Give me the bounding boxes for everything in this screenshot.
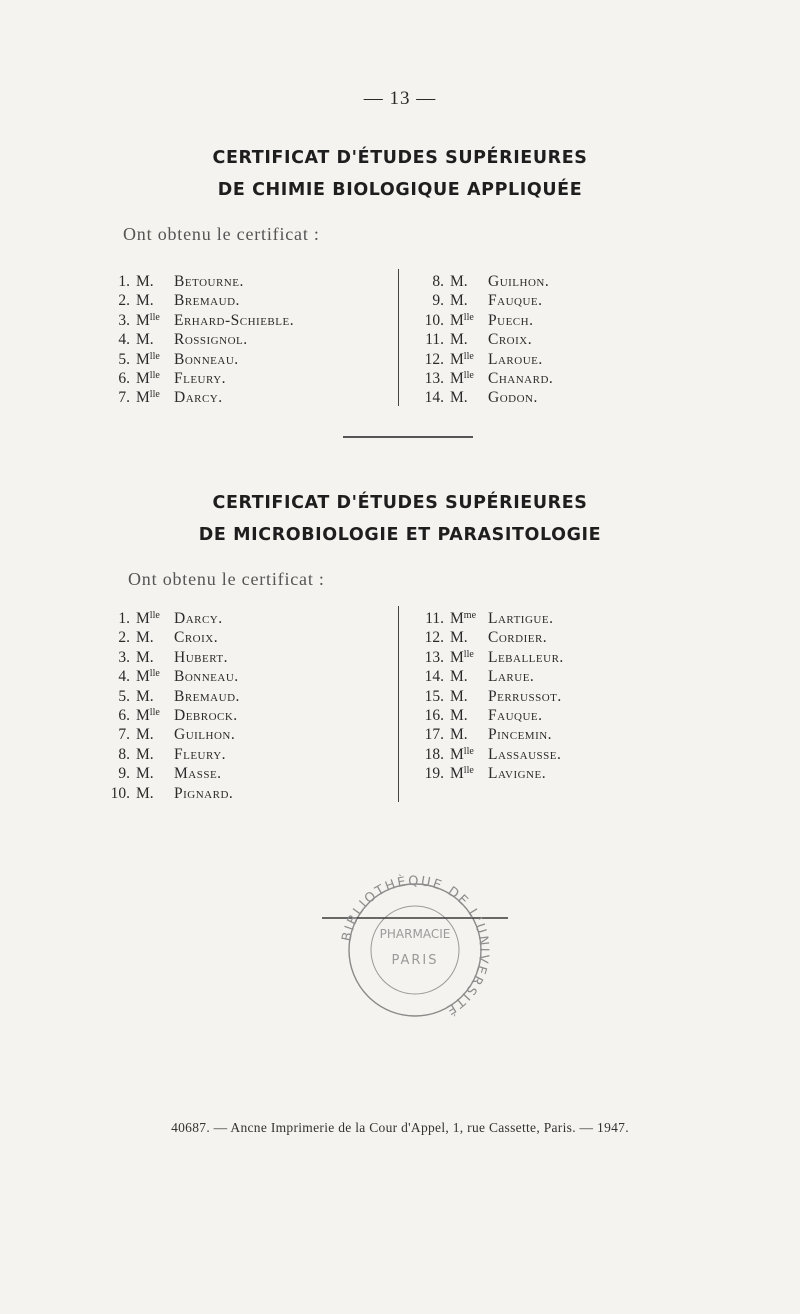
- recipient-entry: [108, 722, 240, 744]
- entry-name: Croix.: [488, 331, 533, 349]
- section-heading-line2: DE MICROBIOLOGIE ET PARASITOLOGIE: [198, 525, 602, 545]
- entry-title: M.: [136, 765, 154, 783]
- entry-title: M.: [136, 726, 154, 744]
- recipient-entry: [414, 625, 564, 647]
- entry-name: Masse.: [174, 765, 222, 783]
- recipient-entry: [108, 625, 240, 647]
- recipient-entry: [414, 742, 564, 761]
- column-divider: [398, 606, 399, 802]
- entry-number: 11.: [425, 331, 444, 349]
- recipient-entry: [108, 269, 294, 288]
- recipient-entry: [414, 606, 564, 625]
- entry-title: $M^{lle}$: [450, 350, 474, 368]
- entry-title: $M^{lle}$: [450, 765, 474, 783]
- entry-number: 10.: [424, 311, 444, 329]
- entry-name: Darcy.: [174, 610, 223, 627]
- recipient-entry: [414, 269, 553, 288]
- recipients-column-right: [414, 606, 564, 781]
- recipient-entry: [108, 385, 294, 407]
- recipient-entry: [414, 761, 564, 783]
- entry-title: M.: [136, 273, 154, 290]
- entry-number: 12.: [424, 629, 444, 647]
- entry-title: $M^{lle}$: [136, 668, 160, 686]
- entry-title: $M^{lle}$: [136, 389, 160, 407]
- entry-title: M.: [450, 668, 468, 686]
- recipient-entry: [108, 703, 240, 722]
- recipient-entry: [108, 347, 294, 366]
- entry-title: M.: [450, 706, 468, 724]
- entry-name: Pincemin.: [488, 726, 553, 744]
- stamp-ring-text: BIBLIOTHÈQUE DE L'UNIVERSITÉ: [339, 873, 492, 1018]
- entry-name: Cordier.: [488, 629, 548, 647]
- entry-title: $M^{lle}$: [136, 311, 160, 329]
- recipient-entry: [108, 781, 240, 800]
- stamp-line2: PARIS: [391, 953, 439, 968]
- certificate-section-microbiologie: [0, 487, 800, 590]
- entry-title: M.: [450, 273, 468, 290]
- entry-number: 2.: [118, 629, 130, 647]
- entry-name: Croix.: [174, 629, 219, 647]
- entry-name: Lartigue.: [488, 610, 554, 627]
- entry-title: $M^{lle}$: [450, 745, 474, 763]
- recipients-column-left: [108, 269, 294, 405]
- entry-name: Pignard.: [174, 784, 234, 802]
- entry-name: Guilhon.: [488, 273, 550, 290]
- entry-number: 6.: [118, 706, 130, 724]
- entry-title: $M^{lle}$: [136, 610, 160, 627]
- entry-number: 14.: [424, 668, 444, 686]
- entry-title: $M^{lle}$: [450, 369, 474, 387]
- entry-title: M.: [136, 292, 154, 310]
- entry-name: Fauque.: [488, 706, 543, 724]
- entry-name: Bremaud.: [174, 687, 240, 705]
- page-number: — 13 —: [363, 88, 437, 109]
- entry-number: 8.: [118, 745, 130, 763]
- entry-number: 10.: [110, 784, 130, 802]
- recipient-entry: [414, 347, 553, 366]
- entry-title: $M^{lle}$: [136, 706, 160, 724]
- entry-title: M.: [136, 784, 154, 802]
- entry-name: Hubert.: [174, 648, 228, 666]
- entry-number: 19.: [424, 765, 444, 783]
- entry-name: Chanard.: [488, 369, 554, 387]
- entry-title: M.: [450, 389, 468, 407]
- section-heading-line1: CERTIFICAT D'ÉTUDES SUPÉRIEURES: [212, 493, 588, 513]
- entry-title: M.: [136, 745, 154, 763]
- certificate-section-chimie: [0, 142, 800, 245]
- entry-title: M.: [450, 629, 468, 647]
- entry-number: 3.: [118, 648, 130, 666]
- stamp-seal-icon: [322, 868, 508, 1018]
- entry-name: Leballeur.: [488, 648, 564, 666]
- recipient-entry: [414, 366, 553, 385]
- recipients-column-right: [414, 269, 553, 405]
- entry-number: 18.: [424, 745, 444, 763]
- recipient-entry: [108, 288, 294, 310]
- entry-number: 12.: [424, 350, 444, 368]
- printer-footer: 40687. — Ancne Imprimerie de la Cour d'Appel, 1, rue Cassette, Paris. — 1947.: [171, 1120, 629, 1135]
- entry-title: $M^{lle}$: [136, 350, 160, 368]
- entry-number: 5.: [118, 350, 130, 368]
- entry-title: M.: [136, 687, 154, 705]
- recipient-entry: [108, 664, 240, 686]
- entry-number: 4.: [118, 331, 130, 349]
- section-heading-line2: DE CHIMIE BIOLOGIQUE APPLIQUÉE: [217, 180, 583, 200]
- entry-number: 9.: [118, 765, 130, 783]
- entry-number: 6.: [118, 369, 130, 387]
- entry-number: 17.: [424, 726, 444, 744]
- entry-name: Puech.: [488, 311, 534, 329]
- section-separator: [343, 436, 473, 438]
- entry-number: 5.: [118, 687, 130, 705]
- entry-name: Erhard-Schieble.: [174, 311, 295, 329]
- entry-number: 16.: [424, 706, 444, 724]
- recipient-entry: [414, 385, 553, 407]
- entry-title: $M^{me}$: [450, 610, 477, 627]
- entry-name: Perrussot.: [488, 687, 562, 705]
- recipient-entry: [108, 308, 294, 327]
- entry-number: 15.: [424, 687, 444, 705]
- entry-title: M.: [136, 648, 154, 666]
- column-divider: [398, 269, 399, 406]
- entry-name: Lavigne.: [488, 765, 547, 783]
- recipient-entry: [414, 664, 564, 686]
- svg-text:BIBLIOTHÈQUE DE L'UNIVERSITÉ: [340, 873, 492, 1018]
- entry-title: M.: [450, 292, 468, 310]
- recipient-entry: [414, 684, 564, 703]
- entry-number: 1.: [118, 273, 130, 290]
- entry-title: $M^{lle}$: [450, 648, 474, 666]
- entry-name: Fleury.: [174, 369, 227, 387]
- entry-title: M.: [450, 726, 468, 744]
- entry-name: Bonneau.: [174, 668, 239, 686]
- recipient-entry: [414, 722, 564, 744]
- recipient-entry: [414, 703, 564, 722]
- entry-number: 9.: [432, 292, 444, 310]
- entry-name: Lassausse.: [488, 745, 562, 763]
- entry-number: 1.: [118, 610, 130, 627]
- recipients-column-left: [108, 606, 240, 800]
- entry-title: M.: [450, 331, 468, 349]
- entry-number: 7.: [118, 389, 130, 407]
- entry-number: 13.: [424, 369, 444, 387]
- entry-name: Betourne.: [174, 273, 244, 290]
- recipient-entry: [414, 288, 553, 310]
- entry-number: 13.: [424, 648, 444, 666]
- entry-name: Bremaud.: [174, 292, 240, 310]
- entry-number: 11.: [425, 610, 444, 627]
- entry-title: $M^{lle}$: [450, 311, 474, 329]
- stamp-line1: PHARMACIE: [379, 927, 451, 941]
- recipient-entry: [108, 684, 240, 703]
- recipient-entry: [414, 327, 553, 349]
- entry-name: Guilhon.: [174, 726, 236, 744]
- entry-name: Godon.: [488, 389, 538, 407]
- entry-title: M.: [450, 687, 468, 705]
- section-intro: Ont obtenu le certificat :: [123, 224, 320, 244]
- entry-name: Rossignol.: [174, 331, 248, 349]
- recipient-entry: [108, 761, 240, 783]
- entry-name: Laroue.: [488, 350, 543, 368]
- entry-number: 2.: [118, 292, 130, 310]
- entry-title: M.: [136, 331, 154, 349]
- recipient-entry: [108, 366, 294, 385]
- recipient-entry: [414, 645, 564, 664]
- entry-number: 7.: [118, 726, 130, 744]
- entry-title: M.: [136, 629, 154, 647]
- entry-name: Debrock.: [174, 706, 238, 724]
- recipient-entry: [108, 606, 240, 625]
- recipient-entry: [108, 327, 294, 349]
- entry-name: Fauque.: [488, 292, 543, 310]
- entry-name: Larue.: [488, 668, 535, 686]
- library-stamp: [322, 868, 508, 1018]
- entry-name: Bonneau.: [174, 350, 239, 368]
- entry-number: 14.: [424, 389, 444, 407]
- section-intro: Ont obtenu le certificat :: [128, 569, 325, 589]
- entry-number: 3.: [118, 311, 130, 329]
- entry-number: 8.: [432, 273, 444, 290]
- recipient-entry: [414, 308, 553, 327]
- section-heading-line1: CERTIFICAT D'ÉTUDES SUPÉRIEURES: [212, 148, 588, 168]
- recipient-entry: [108, 645, 240, 664]
- entry-title: $M^{lle}$: [136, 369, 160, 387]
- entry-name: Darcy.: [174, 389, 223, 407]
- entry-name: Fleury.: [174, 745, 227, 763]
- recipient-entry: [108, 742, 240, 761]
- entry-number: 4.: [118, 668, 130, 686]
